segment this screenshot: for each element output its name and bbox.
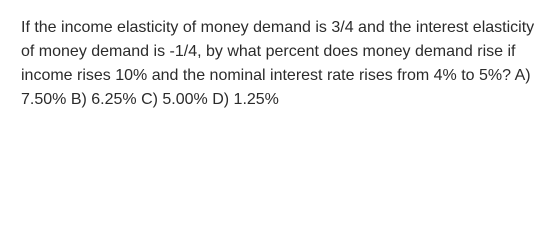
question-text: If the income elasticity of money demand is 3/4 and the interest elasticity of money demand is -1/4, by what percent does money demand rise if income rises 10% and the nominal interest rate rises from 4% to 5%? A) 7.50% B) 6.25% C) 5.00% D) 1.25% — [21, 19, 535, 108]
